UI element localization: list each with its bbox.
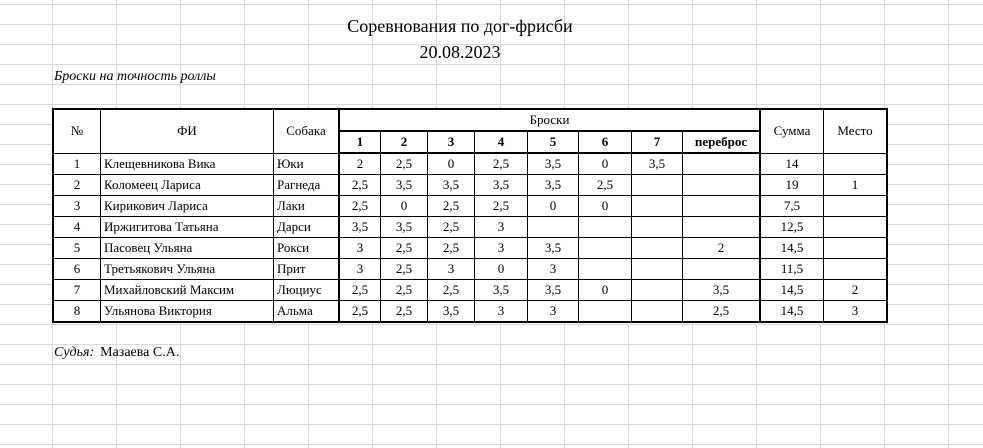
cell-throw-5[interactable]: 3,5 (528, 280, 579, 301)
cell-throw-6[interactable]: 0 (579, 280, 632, 301)
table-row (53, 259, 887, 280)
cell-throw-7[interactable] (632, 238, 683, 259)
cell-throw-2[interactable]: 0 (381, 196, 428, 217)
col-header-place[interactable]: Место (824, 109, 888, 153)
col-header-name[interactable]: ФИ (101, 109, 274, 153)
cell-number[interactable]: 5 (53, 238, 101, 259)
cell-number[interactable]: 2 (53, 175, 101, 196)
cell-dog[interactable]: Альма (274, 301, 340, 323)
cell-name[interactable]: Иржигитова Татьяна (101, 217, 274, 238)
cell-throw-5[interactable]: 3,5 (528, 175, 579, 196)
cell-number[interactable]: 6 (53, 259, 101, 280)
cell-throw-5[interactable]: 3 (528, 259, 579, 280)
cell-sum[interactable]: 12,5 (760, 217, 824, 238)
cell-throw-8[interactable]: 2,5 (683, 301, 761, 323)
cell-throw-6[interactable]: 0 (579, 196, 632, 217)
table-body (53, 153, 887, 322)
cell-name[interactable]: Третьякович Ульяна (101, 259, 274, 280)
cell-throw-8[interactable] (683, 217, 761, 238)
cell-name[interactable]: Клещевникова Вика (101, 153, 274, 175)
discipline-subtitle: Броски на точность роллы (54, 69, 216, 84)
cell-sum[interactable]: 14 (760, 153, 824, 175)
cell-throw-1[interactable]: 3 (339, 259, 381, 280)
cell-place[interactable] (824, 217, 888, 238)
cell-throw-7[interactable] (632, 301, 683, 323)
cell-throw-5[interactable]: 3 (528, 301, 579, 323)
cell-dog[interactable]: Рагнеда (274, 175, 340, 196)
cell-throw-2[interactable]: 2,5 (381, 153, 428, 175)
cell-number[interactable]: 7 (53, 280, 101, 301)
cell-throw-8[interactable] (683, 153, 761, 175)
cell-sum[interactable]: 14,5 (760, 280, 824, 301)
cell-throw-7[interactable] (632, 175, 683, 196)
cell-sum[interactable]: 7,5 (760, 196, 824, 217)
cell-throw-5[interactable]: 3,5 (528, 238, 579, 259)
throw-header-1[interactable]: 1 (339, 131, 381, 153)
cell-dog[interactable]: Рокси (274, 238, 340, 259)
cell-throw-4[interactable]: 2,5 (475, 153, 528, 175)
throw-header-8[interactable]: переброс (683, 131, 761, 153)
cell-throw-3[interactable]: 3 (428, 259, 475, 280)
table-row (53, 196, 887, 217)
cell-name[interactable]: Пасовец Ульяна (101, 238, 274, 259)
cell-name[interactable]: Кирикович Лариса (101, 196, 274, 217)
cell-throw-4[interactable]: 0 (475, 259, 528, 280)
cell-dog[interactable]: Прит (274, 259, 340, 280)
cell-dog[interactable]: Юки (274, 153, 340, 175)
cell-throw-7[interactable]: 3,5 (632, 153, 683, 175)
cell-place[interactable] (824, 238, 888, 259)
table-row (53, 280, 887, 301)
cell-dog[interactable]: Лаки (274, 196, 340, 217)
cell-throw-7[interactable] (632, 217, 683, 238)
cell-throw-2[interactable]: 2,5 (381, 259, 428, 280)
cell-throw-3[interactable]: 3,5 (428, 301, 475, 323)
cell-throw-4[interactable]: 2,5 (475, 196, 528, 217)
cell-throw-5[interactable] (528, 217, 579, 238)
table-row (53, 238, 887, 259)
throw-header-7[interactable]: 7 (632, 131, 683, 153)
cell-throw-3[interactable]: 2,5 (428, 238, 475, 259)
cell-throw-2[interactable]: 3,5 (381, 175, 428, 196)
cell-throw-6[interactable] (579, 217, 632, 238)
cell-throw-3[interactable]: 3,5 (428, 175, 475, 196)
col-header-throws[interactable]: Броски (339, 109, 760, 131)
cell-throw-6[interactable] (579, 238, 632, 259)
cell-throw-1[interactable]: 2,5 (339, 196, 381, 217)
cell-throw-5[interactable]: 3,5 (528, 153, 579, 175)
cell-throw-1[interactable]: 2 (339, 153, 381, 175)
col-header-sum[interactable]: Сумма (760, 109, 824, 153)
table-row (53, 301, 887, 323)
cell-number[interactable]: 4 (53, 217, 101, 238)
header-row (53, 109, 887, 131)
cell-throw-8[interactable]: 2 (683, 238, 761, 259)
cell-name[interactable]: Ульянова Виктория (101, 301, 274, 323)
cell-place[interactable] (824, 259, 888, 280)
table-row (53, 217, 887, 238)
col-header-number[interactable]: № (53, 109, 101, 153)
cell-sum[interactable]: 14,5 (760, 301, 824, 323)
cell-dog[interactable]: Дарси (274, 217, 340, 238)
event-date: 20.08.2023 (419, 42, 501, 62)
cell-throw-1[interactable]: 2,5 (339, 175, 381, 196)
cell-throw-2[interactable]: 2,5 (381, 238, 428, 259)
cell-throw-8[interactable] (683, 196, 761, 217)
cell-throw-4[interactable]: 3 (475, 217, 528, 238)
cell-sum[interactable]: 14,5 (760, 238, 824, 259)
cell-throw-4[interactable]: 3,5 (475, 280, 528, 301)
throw-header-3[interactable]: 3 (428, 131, 475, 153)
judge-label: Судья: (54, 345, 95, 360)
cell-place[interactable]: 3 (824, 301, 888, 323)
cell-dog[interactable]: Люциус (274, 280, 340, 301)
cell-number[interactable]: 8 (53, 301, 101, 323)
cell-throw-3[interactable]: 0 (428, 153, 475, 175)
cell-throw-8[interactable] (683, 175, 761, 196)
cell-throw-2[interactable]: 3,5 (381, 217, 428, 238)
cell-name[interactable]: Коломеец Лариса (101, 175, 274, 196)
cell-number[interactable]: 3 (53, 196, 101, 217)
cell-throw-3[interactable]: 2,5 (428, 196, 475, 217)
cell-throw-4[interactable]: 3 (475, 238, 528, 259)
results-table (52, 108, 888, 323)
cell-throw-1[interactable]: 3,5 (339, 217, 381, 238)
cell-throw-4[interactable]: 3 (475, 301, 528, 323)
throw-header-5[interactable]: 5 (528, 131, 579, 153)
table-row (53, 175, 887, 196)
cell-throw-3[interactable]: 2,5 (428, 217, 475, 238)
cell-throw-2[interactable]: 2,5 (381, 301, 428, 323)
cell-throw-1[interactable]: 2,5 (339, 280, 381, 301)
cell-place[interactable] (824, 196, 888, 217)
throw-header-6[interactable]: 6 (579, 131, 632, 153)
table-row (53, 153, 887, 175)
cell-throw-7[interactable] (632, 259, 683, 280)
cell-throw-4[interactable]: 3,5 (475, 175, 528, 196)
col-header-dog[interactable]: Собака (274, 109, 340, 153)
page-title: Соревнования по дог-фрисби (347, 16, 573, 36)
cell-name[interactable]: Михайловский Максим (101, 280, 274, 301)
cell-place[interactable]: 2 (824, 280, 888, 301)
cell-throw-6[interactable]: 0 (579, 153, 632, 175)
cell-throw-6[interactable] (579, 301, 632, 323)
cell-throw-3[interactable]: 2,5 (428, 280, 475, 301)
cell-place[interactable]: 1 (824, 175, 888, 196)
judge-name: Мазаева С.А. (100, 345, 180, 360)
cell-throw-1[interactable]: 2,5 (339, 301, 381, 323)
throw-header-4[interactable]: 4 (475, 131, 528, 153)
cell-throw-7[interactable] (632, 280, 683, 301)
cell-throw-5[interactable]: 0 (528, 196, 579, 217)
throw-header-2[interactable]: 2 (381, 131, 428, 153)
cell-number[interactable]: 1 (53, 153, 101, 175)
cell-throw-6[interactable] (579, 259, 632, 280)
judge-line (54, 345, 179, 361)
cell-place[interactable] (824, 153, 888, 175)
cell-throw-8[interactable]: 3,5 (683, 280, 761, 301)
cell-throw-6[interactable]: 2,5 (579, 175, 632, 196)
cell-throw-2[interactable]: 2,5 (381, 280, 428, 301)
cell-throw-8[interactable] (683, 259, 761, 280)
cell-throw-1[interactable]: 3 (339, 238, 381, 259)
cell-throw-7[interactable] (632, 196, 683, 217)
cell-sum[interactable]: 11,5 (760, 259, 824, 280)
cell-sum[interactable]: 19 (760, 175, 824, 196)
